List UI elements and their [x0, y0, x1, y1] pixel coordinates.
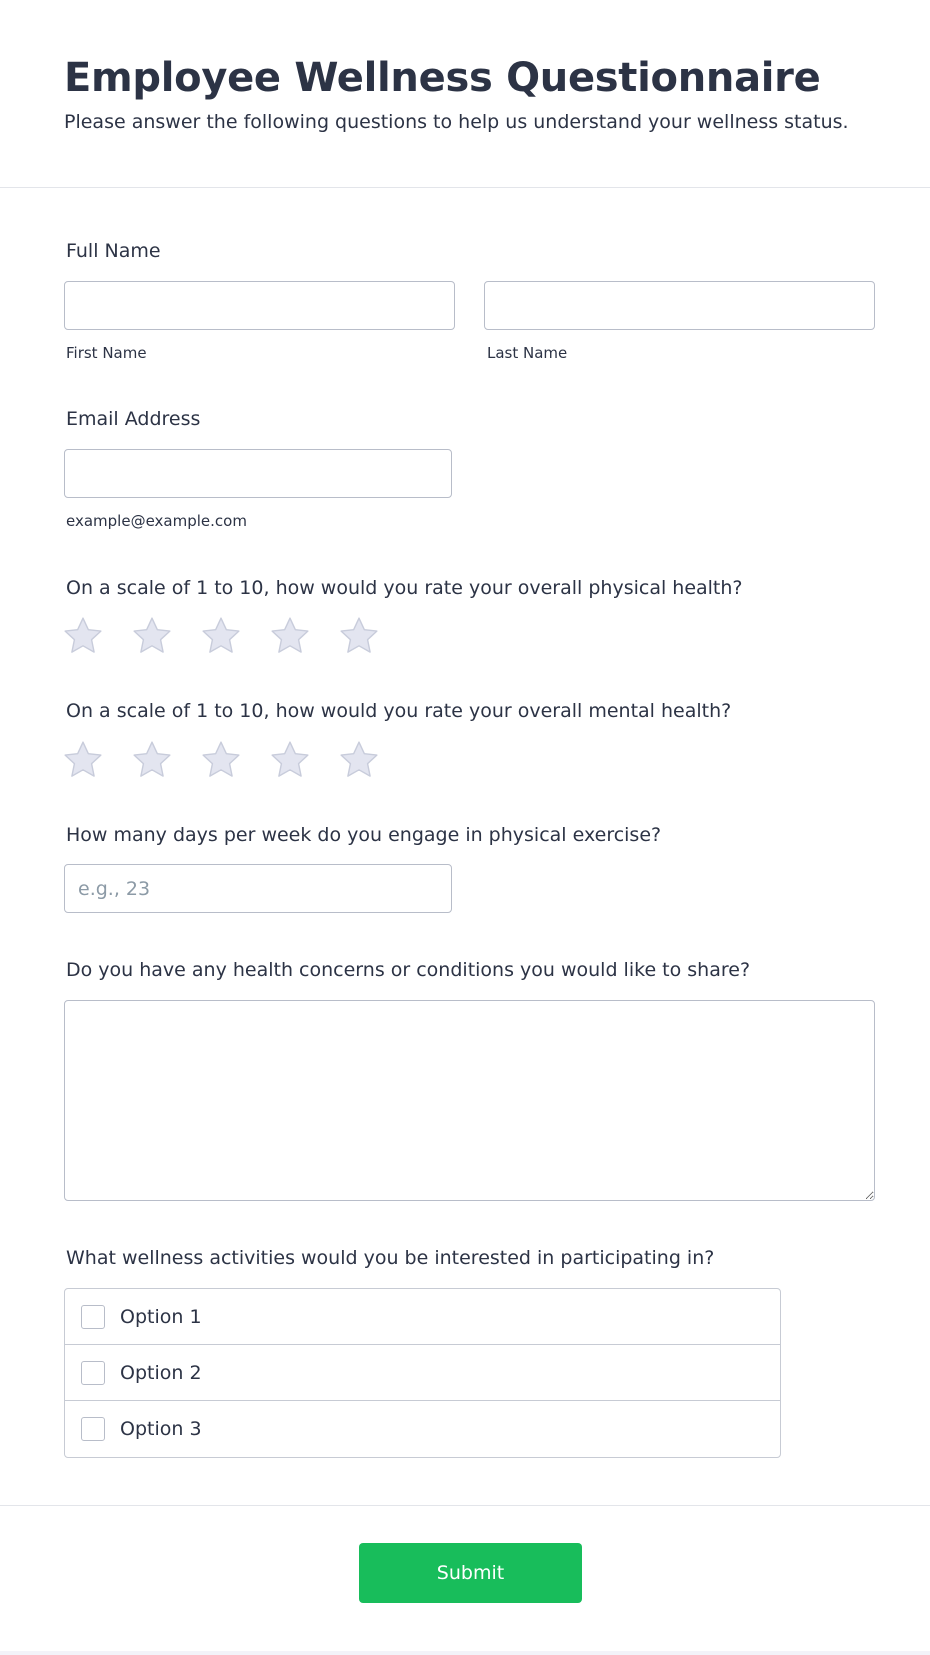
last-name-sublabel: Last Name [487, 344, 568, 362]
star-icon[interactable] [62, 615, 104, 657]
star-icon[interactable] [131, 739, 173, 781]
option-label: Option 1 [120, 1305, 202, 1328]
checkbox[interactable] [81, 1361, 105, 1385]
star-icon[interactable] [269, 615, 311, 657]
form-title: Employee Wellness Questionnaire [64, 55, 821, 101]
star-icon[interactable] [338, 615, 380, 657]
exercise-days-input[interactable] [64, 864, 452, 913]
activity-option-1[interactable] [65, 1289, 780, 1345]
full-name-label: Full Name [66, 240, 161, 262]
submit-button[interactable]: Submit [359, 1543, 582, 1603]
mental-health-question: On a scale of 1 to 10, how would you rate your overall mental health? [66, 700, 732, 722]
checkbox[interactable] [81, 1305, 105, 1329]
activity-option-3[interactable] [65, 1401, 780, 1457]
star-icon[interactable] [131, 615, 173, 657]
star-icon[interactable] [62, 739, 104, 781]
activities-checkbox-group [64, 1288, 781, 1458]
concerns-textarea[interactable] [64, 1000, 875, 1201]
checkbox[interactable] [81, 1417, 105, 1441]
physical-health-rating [62, 615, 407, 657]
form-header [0, 0, 930, 188]
concerns-question: Do you have any health concerns or conditions you would like to share? [66, 959, 751, 981]
email-sublabel: example@example.com [66, 512, 247, 530]
email-input[interactable] [64, 449, 452, 498]
first-name-sublabel: First Name [66, 344, 147, 362]
exercise-question: How many days per week do you engage in physical exercise? [66, 824, 662, 846]
star-icon[interactable] [200, 615, 242, 657]
activity-option-2[interactable] [65, 1345, 780, 1401]
star-icon[interactable] [269, 739, 311, 781]
star-icon[interactable] [200, 739, 242, 781]
footer-divider [0, 1505, 930, 1506]
form-subtitle: Please answer the following questions to help us understand your wellness status. [64, 111, 849, 133]
star-icon[interactable] [338, 739, 380, 781]
physical-health-question: On a scale of 1 to 10, how would you rate your overall physical health? [66, 577, 743, 599]
first-name-input[interactable] [64, 281, 455, 330]
last-name-input[interactable] [484, 281, 875, 330]
option-label: Option 3 [120, 1418, 202, 1440]
activities-question: What wellness activities would you be interested in participating in? [66, 1247, 715, 1269]
email-label: Email Address [66, 408, 201, 430]
mental-health-rating [62, 739, 407, 781]
option-label: Option 2 [120, 1361, 202, 1384]
